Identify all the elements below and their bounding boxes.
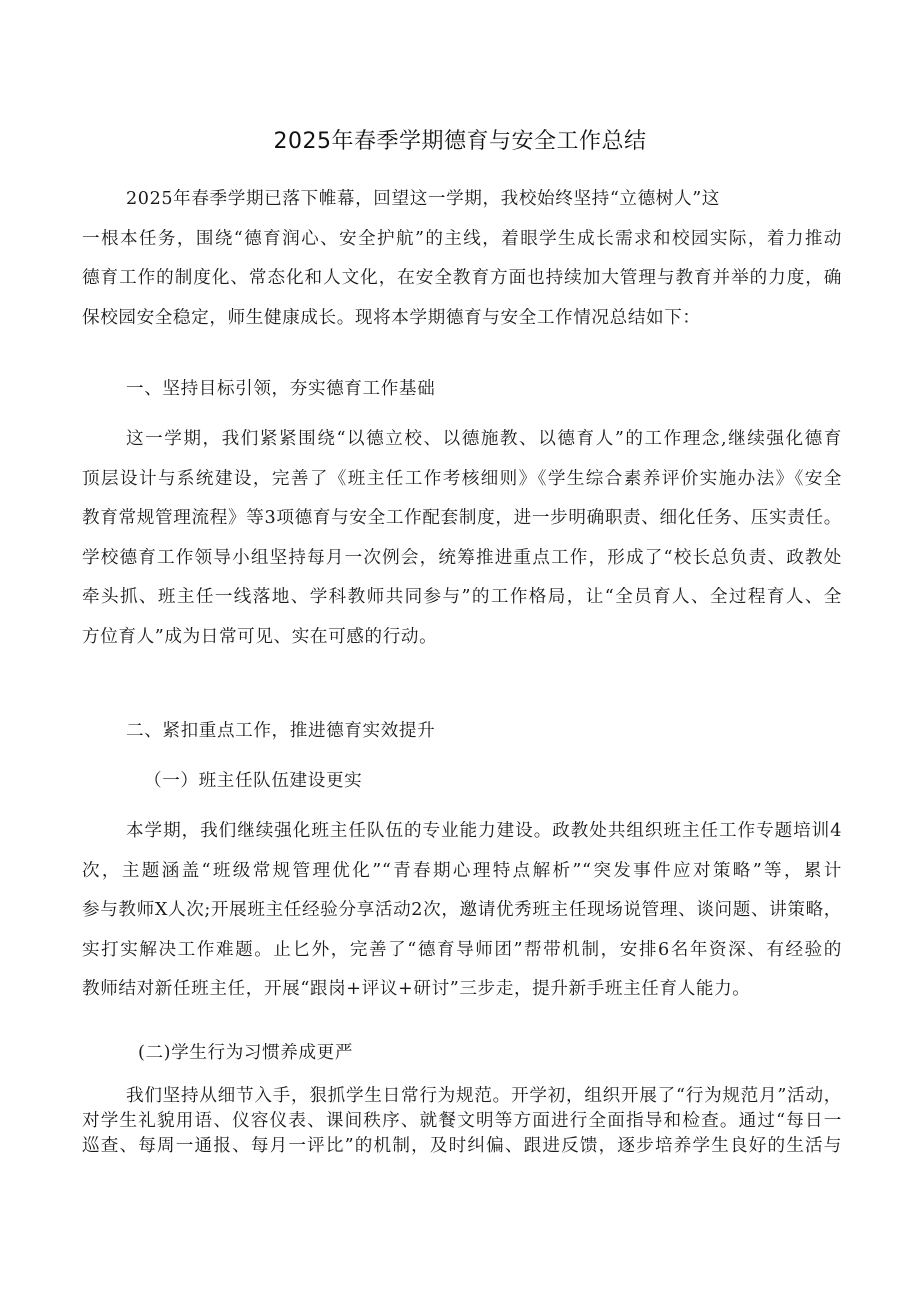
section-heading-1: 一、坚持目标引领，夯实德育工作基础	[126, 379, 436, 399]
text-line: 对学生礼貌用语、仪容仪表、课间秩序、就餐文明等方面进行全面指导和检查。通过“每日一	[82, 1111, 842, 1131]
text-line: 教育常规管理流程》等3项德育与安全工作配套制度，进一步明确职责、细化任务、压实责任。	[82, 508, 842, 528]
subsection-1-paragraph	[82, 812, 842, 1010]
text-line: 实打实解决工作难题。止匕外，完善了“德育导师团”帮带机制，安排6名年资深、有经验的	[82, 939, 842, 960]
section-1-paragraph	[82, 420, 842, 657]
text-line: 教师结对新任班主任，开展“跟岗+评议+研讨”三步走，提升新手班主任育人能力。	[82, 979, 751, 999]
intro-paragraph	[82, 180, 842, 338]
section-heading-2: 二、紧扣重点工作，推进德育实效提升	[126, 721, 436, 741]
text-line: 保校园安全稳定，师生健康成长。现将本学期德育与安全工作情况总结如下：	[82, 307, 701, 328]
text-line: 参与教师X人次;开展班主任经验分享活动2次，邀请优秀班主任现场说管理、谈问题、讲策略，	[82, 900, 842, 920]
subsection-heading-1: （一）班主任队伍建设更实	[144, 771, 363, 791]
text-line: 我们坚持从细节入手，狠抓学生日常行为规范。开学初，组织开展了“行为规范月”活动，	[126, 1086, 842, 1106]
text-line: 一根本任务，围绕“德育润心、安全护航”的主线，着眼学生成长需求和校园实际，着力推动	[82, 228, 842, 249]
subsection-heading-2: (二)学生行为习惯养成更严	[138, 1043, 354, 1063]
text-line: 次，主题涵盖“班级常规管理优化”“青春期心理特点解析”“突发事件应对策略”等，累计	[82, 860, 842, 881]
text-line: 本学期，我们继续强化班主任队伍的专业能力建设。政教处共组织班主任工作专题培训4	[126, 821, 842, 841]
text-line: 这一学期，我们紧紧围绕“以德立校、以德施教、以德育人”的工作理念,继续强化德育	[126, 429, 842, 449]
text-line: 方位育人”成为日常可见、实在可感的行动。	[82, 626, 438, 647]
text-line: 2025年春季学期已落下帷幕，回望这一学期，我校始终坚持“立德树人”这	[126, 189, 720, 209]
subsection-2-paragraph	[82, 1084, 842, 1159]
document-title: 2025年春季学期德育与安全工作总结	[273, 129, 647, 154]
text-line: 牵头抓、班主任一线落地、学科教师共同参与”的工作格局，让“全员育人、全过程育人、全	[82, 587, 842, 607]
text-line: 德育工作的制度化、常态化和人文化，在安全教育方面也持续加大管理与教育并举的力度，确	[82, 268, 842, 288]
text-line: 顶层设计与系统建设，完善了《班主任工作考核细则》《学生综合素养评价实施办法》《安全	[82, 468, 842, 489]
text-line: 学校德育工作领导小组坚持每月一次例会，统筹推进重点工作，形成了“校长总负责、政教处	[82, 547, 842, 568]
text-line: 巡查、每周一通报、每月一评比”的机制，及时纠偏、跟进反馈，逐步培养学生良好的生活与	[82, 1136, 842, 1156]
